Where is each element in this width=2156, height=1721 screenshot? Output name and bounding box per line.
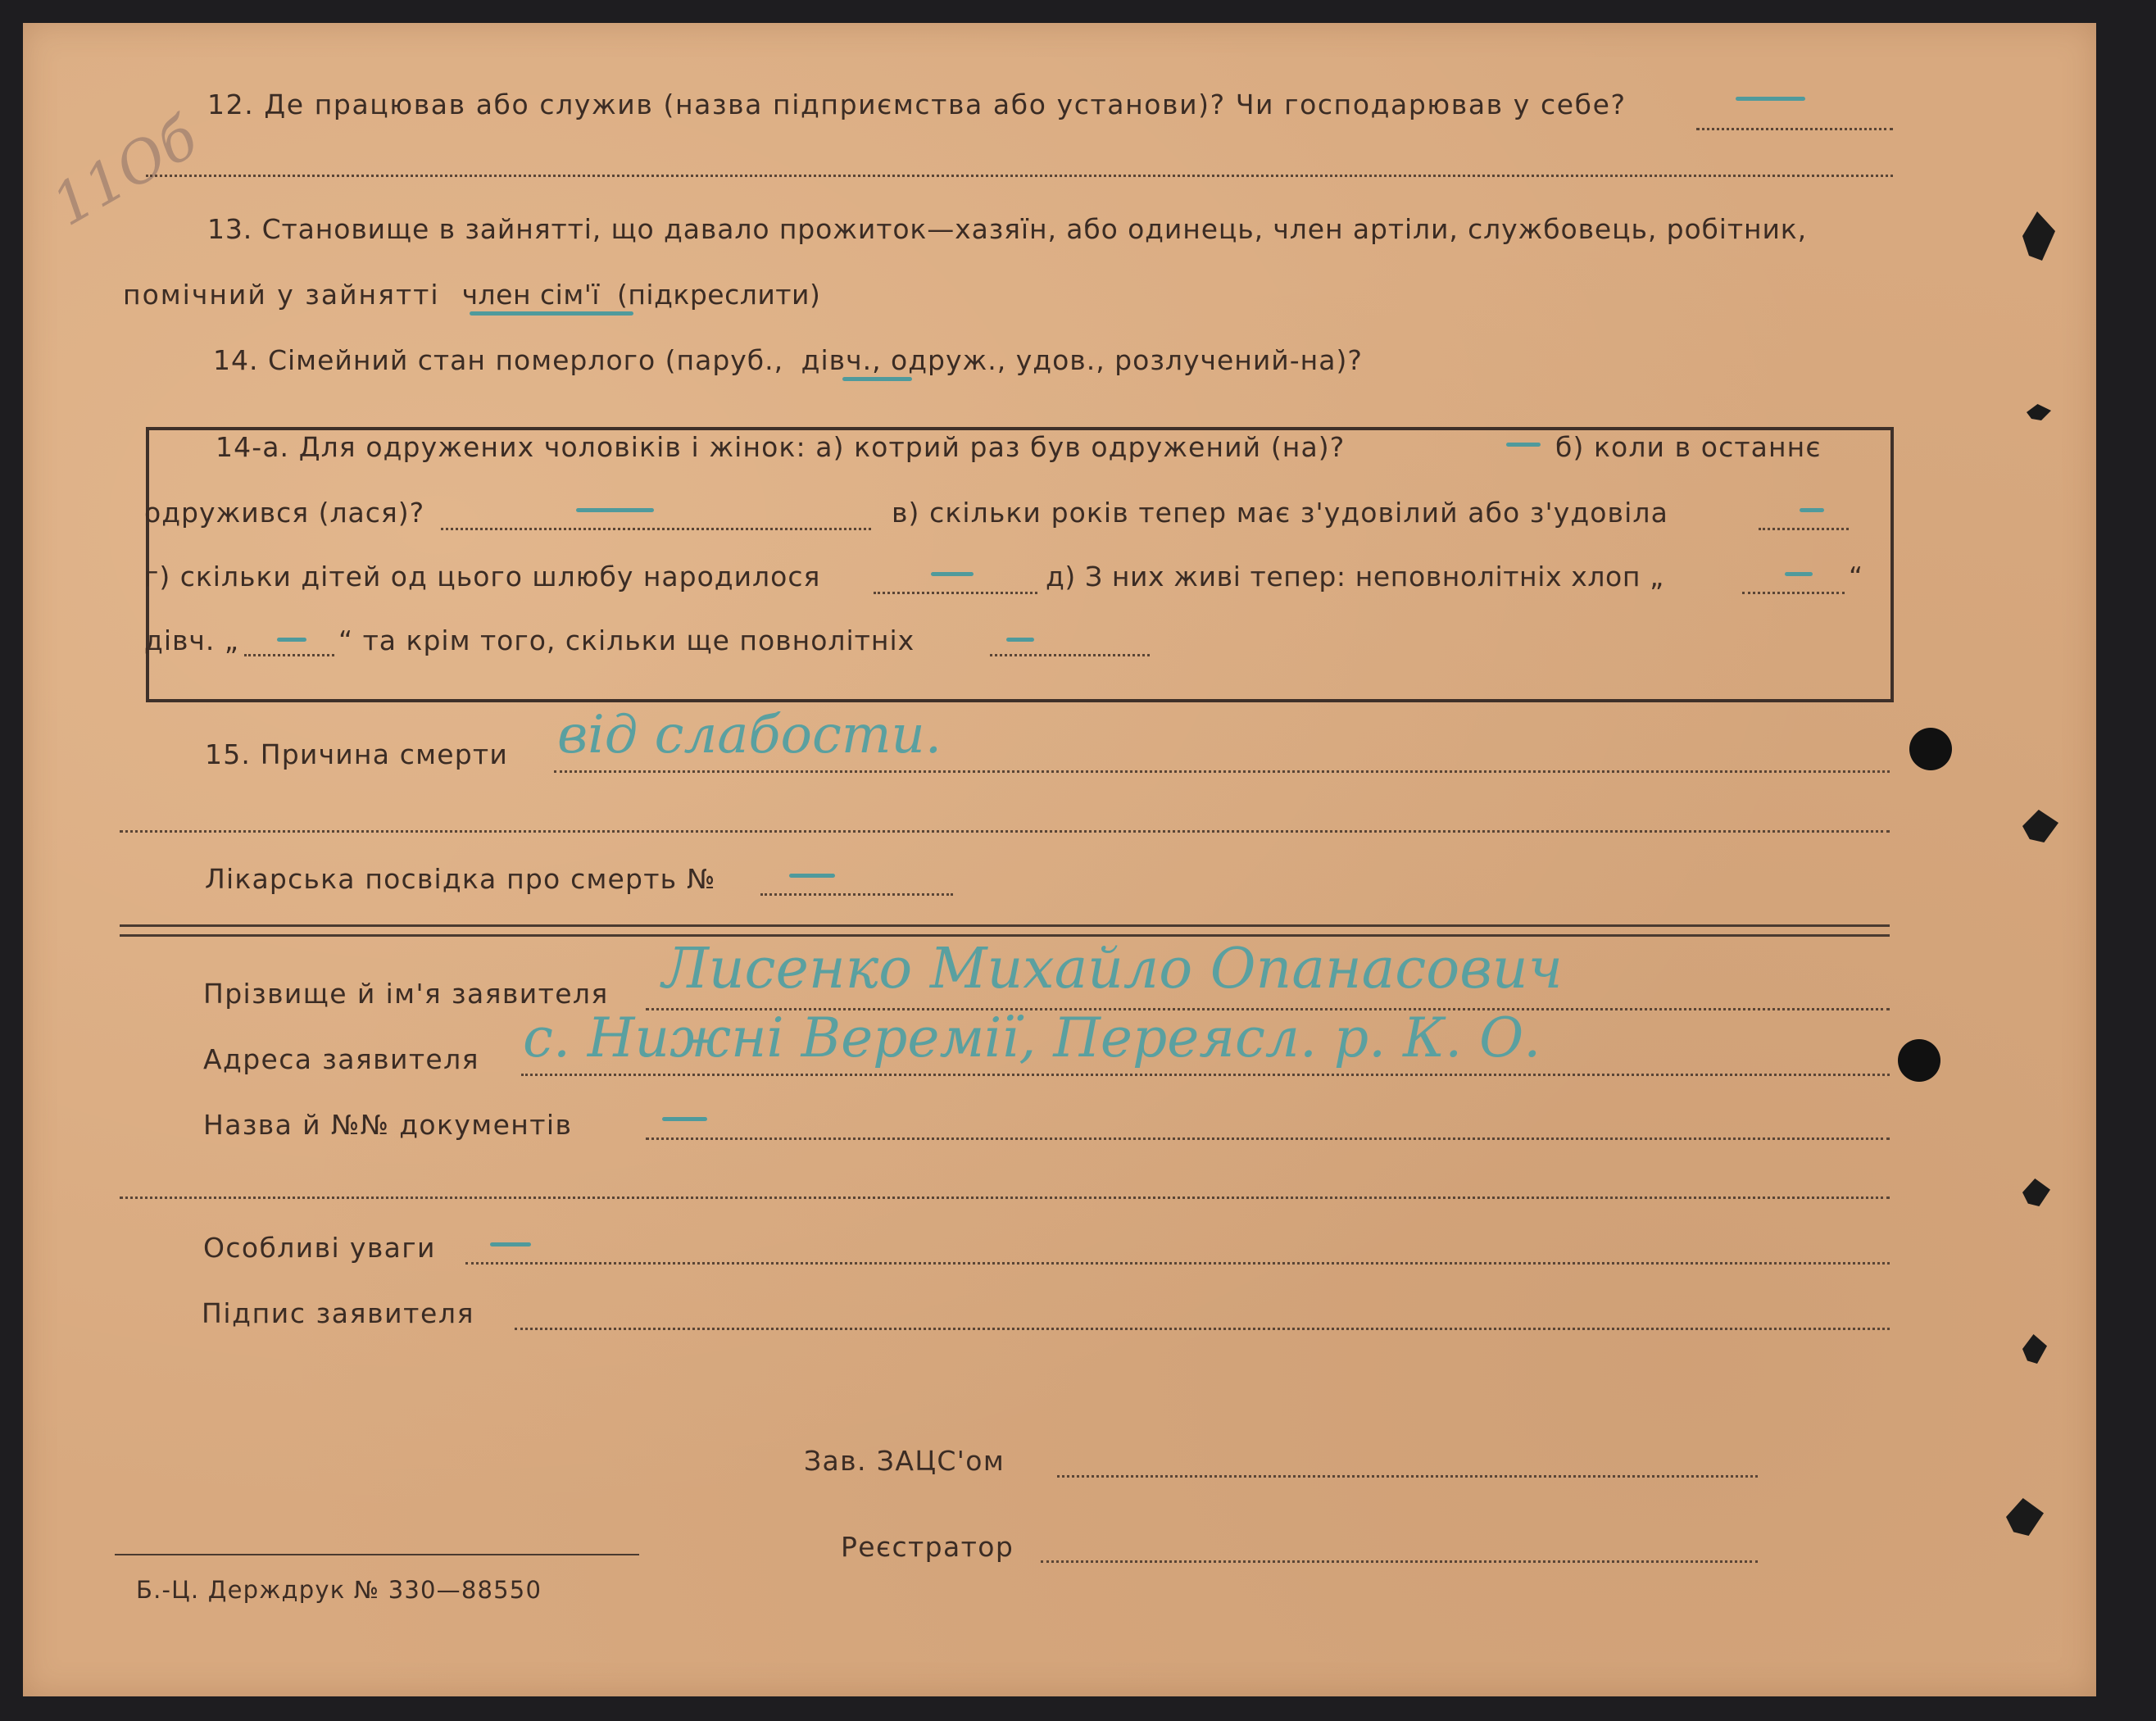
q15-label: 15. Причина смерти: [205, 738, 508, 770]
q14a-line4a: дівч. „: [144, 624, 240, 656]
signature-label: Підпис заявителя: [202, 1297, 475, 1329]
q14a-line4-dots: [244, 654, 334, 656]
binding-hole: [1909, 728, 1952, 770]
q13-line2: [123, 279, 820, 311]
q14a-line3a: г) скільки дітей од цього шлюбу народилося: [144, 561, 821, 593]
q14a-line2b-dots: [1759, 528, 1849, 530]
signature-dotted-line: [515, 1328, 1890, 1330]
q12-label: 12. Де працював або служив (назва підприємства або установи)? Чи господарював у себе?: [207, 89, 1627, 120]
q14-selection-underline: [842, 377, 912, 381]
applicant-name-label: Прізвище й ім'я заявителя: [203, 978, 609, 1010]
q14a-answer-b-dash: [576, 508, 654, 512]
applicant-documents-dotted-line: [646, 1137, 1890, 1140]
q14-post: , одруж., удов., розлучений-на)?: [872, 344, 1363, 376]
q12-answer-dash: [1736, 97, 1805, 101]
binding-tear: [2022, 1178, 2050, 1206]
applicant-documents-label: Назва й №№ документів: [203, 1109, 573, 1141]
q13-line2-pre: помічний у зайнятті: [123, 279, 440, 311]
registrar-dotted-line: [1041, 1560, 1758, 1563]
notes-dash: [490, 1242, 531, 1246]
applicant-address-dotted-line: [521, 1074, 1890, 1076]
q15-dotted-line-2: [120, 830, 1890, 833]
q14-selected-option: дівч.: [801, 344, 873, 376]
q14a-line2-dots: [441, 528, 871, 530]
head-of-registry-label: Зав. ЗАЦС'ом: [804, 1445, 1005, 1477]
q15-answer-handwriting: від слабости.: [557, 705, 942, 765]
binding-tear: [2022, 211, 2055, 261]
document-sheet: [23, 23, 2096, 1696]
q14-line: [213, 344, 1363, 376]
certificate-dotted-line: [760, 893, 953, 896]
q14a-line3-close-quote: “: [1849, 561, 1863, 593]
q14a-line3-dots: [874, 592, 1037, 594]
q14-pre: 14. Сімейний стан померлого (паруб.,: [213, 344, 784, 376]
printer-imprint: Б.-Ц. Держдрук № 330—88550: [136, 1576, 542, 1604]
q14a-answer-g-dash: [931, 572, 974, 576]
binding-tear: [2027, 404, 2051, 420]
q14a-line3b: д) З них живі тепер: неповнолітніх хлоп „: [1046, 561, 1664, 593]
applicant-documents-dotted-line-2: [120, 1197, 1890, 1199]
q15-dotted-line: [554, 770, 1890, 773]
binding-tear: [2022, 810, 2058, 842]
q14a-line2b: в) скільки років тепер має з'удовілий або з'удовіла: [892, 497, 1668, 529]
q12-dotted-line: [1696, 128, 1893, 130]
applicant-documents-dash: [662, 1117, 707, 1121]
q14a-line4b: “ та крім того, скільки ще повнолітніх: [338, 624, 915, 656]
q13-line2-post: (підкреслити): [616, 279, 821, 311]
registrar-label: Реєстратор: [841, 1531, 1014, 1563]
q14a-line4b-dots: [990, 654, 1150, 656]
margin-pencil-note: 11Об: [41, 103, 210, 239]
q13-selected-option: член сім'ї: [461, 279, 600, 311]
q13-selection-underline: [470, 311, 633, 316]
q14a-line1b: б) коли в останнє: [1555, 431, 1822, 463]
applicant-name-handwriting: Лисенко Михайло Опанасович: [662, 937, 1563, 1001]
applicant-address-label: Адреса заявителя: [203, 1043, 479, 1075]
binding-tear: [2006, 1498, 2044, 1536]
q14a-answer-a-dash: [1506, 443, 1541, 447]
q14a-line3b-dots: [1742, 592, 1845, 594]
notes-label: Особливі уваги: [203, 1232, 436, 1264]
q12-dotted-line-2: [146, 175, 1893, 177]
binding-hole: [1898, 1039, 1940, 1082]
applicant-address-handwriting: с. Нижні Веремії, Переясл. р. К. О.: [523, 1006, 1541, 1069]
q14a-line2a: одружився (лася)?: [144, 497, 425, 529]
certificate-label: Лікарська посвідка про смерть №: [205, 863, 716, 895]
q14a-answer-adults-dash: [1006, 638, 1034, 642]
certificate-answer-dash: [789, 874, 835, 878]
q14a-answer-v-dash: [1800, 508, 1824, 512]
notes-dotted-line: [465, 1262, 1890, 1265]
head-of-registry-dotted-line: [1057, 1475, 1758, 1478]
footer-rule: [115, 1554, 639, 1555]
q14a-answer-d-girls-dash: [277, 638, 306, 642]
section-divider-top: [120, 924, 1890, 927]
q14a-line1a: 14-а. Для одружених чоловіків і жінок: а) котрий раз був одружений (на)?: [216, 431, 1346, 463]
q14a-answer-d-boys-dash: [1785, 572, 1813, 576]
q13-line1: 13. Становище в зайнятті, що давало прожиток—хазяїн, або одинець, член артіли, службовець, робітник,: [207, 213, 1808, 245]
binding-tear: [2022, 1334, 2047, 1364]
